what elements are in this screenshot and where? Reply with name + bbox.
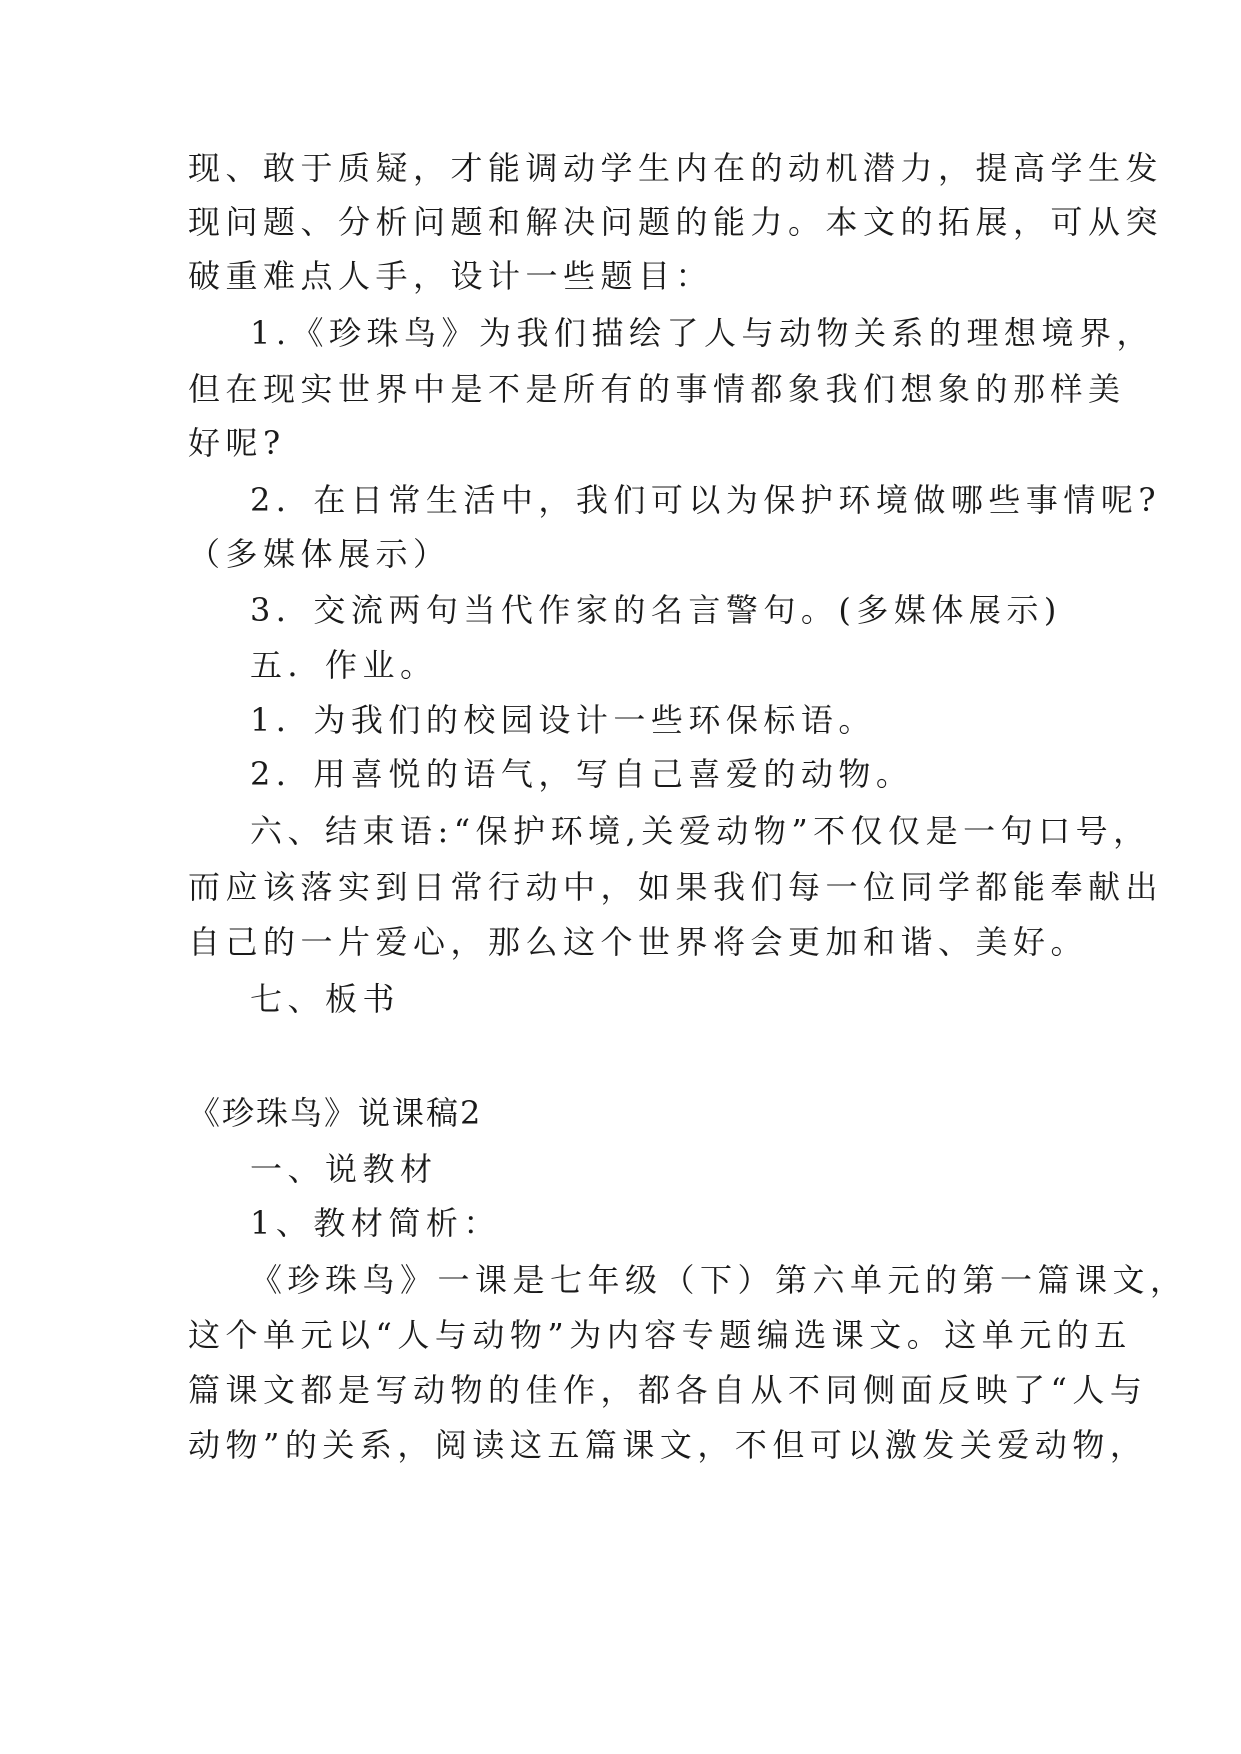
section-heading: 六、结束语:“保护环境,关爱动物”不仅仅是一句口号，	[250, 812, 1151, 850]
paragraph-line: 而应该落实到日常行动中，如果我们每一位同学都能奉献出	[188, 868, 1164, 906]
paragraph-line: （多媒体展示）	[188, 535, 451, 573]
paragraph-line: 破重难点人手，设计一些题目：	[188, 257, 714, 295]
document-title: 《珍珠鸟》说课稿2	[188, 1094, 483, 1132]
list-item: 2．在日常生活中，我们可以为保护环境做哪些事情呢?	[250, 481, 1162, 519]
paragraph-line: 动物”的关系，阅读这五篇课文，不但可以激发关爱动物，	[188, 1426, 1148, 1464]
paragraph-line: 但在现实世界中是不是所有的事情都象我们想象的那样美	[188, 370, 1126, 408]
paragraph-line: 好呢?	[188, 424, 286, 462]
paragraph-line: 现、敢于质疑，才能调动学生内在的动机潜力，提高学生发	[188, 149, 1164, 187]
section-heading: 七、板书	[250, 980, 401, 1018]
section-heading: 一、说教材	[250, 1150, 438, 1188]
paragraph-line: 篇课文都是写动物的佳作，都各自从不同侧面反映了“人与	[188, 1371, 1148, 1409]
section-heading: 五．作业。	[250, 646, 438, 684]
paragraph-line: 《珍珠鸟》一课是七年级（下）第六单元的第一篇课文，	[250, 1261, 1188, 1299]
paragraph-line: 这个单元以“人与动物”为内容专题编选课文。这单元的五	[188, 1316, 1132, 1354]
list-item: 1．为我们的校园设计一些环保标语。	[250, 701, 876, 739]
paragraph-line: 现问题、分析问题和解决问题的能力。本文的拓展，可从突	[188, 203, 1164, 241]
list-item: 1.《珍珠鸟》为我们描绘了人与动物关系的理想境界，	[250, 314, 1155, 352]
list-item: 2．用喜悦的语气，写自己喜爱的动物。	[250, 755, 914, 793]
paragraph-line: 自己的一片爱心，那么这个世界将会更加和谐、美好。	[188, 923, 1089, 961]
list-item: 3．交流两句当代作家的名言警句。(多媒体展示)	[250, 591, 1062, 629]
subsection-heading: 1、教材简析：	[250, 1204, 501, 1242]
